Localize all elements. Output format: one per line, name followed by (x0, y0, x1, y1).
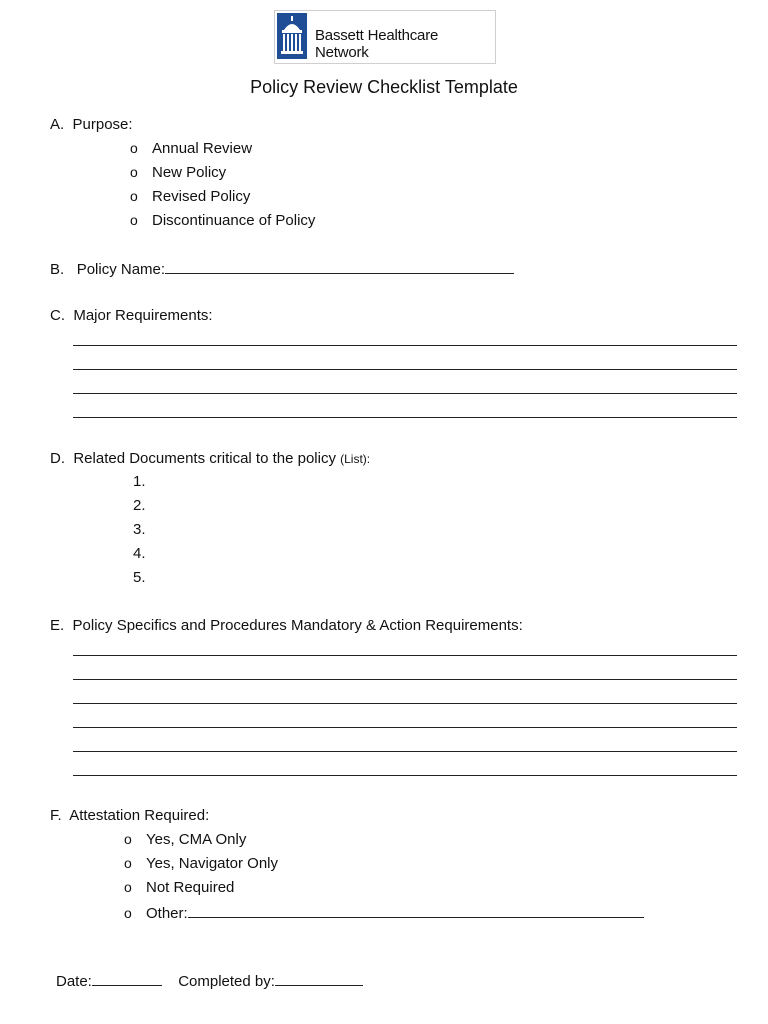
completed-by-label: Completed by: (178, 973, 275, 990)
related-document-item[interactable] (133, 497, 146, 514)
section-c-label: Major Requirements: (73, 307, 213, 324)
section-d-note: (List): (340, 452, 371, 466)
circle-bullet-icon: o (130, 140, 138, 156)
purpose-option-label: New Policy (152, 164, 227, 181)
major-requirements-line[interactable] (73, 345, 737, 346)
other-attestation-field[interactable] (188, 903, 644, 918)
section-e-label: Policy Specifics and Procedures Mandatory & Action Requirements: (72, 617, 523, 634)
attestation-option-label: Yes, CMA Only (146, 831, 247, 848)
circle-bullet-icon: o (130, 212, 138, 228)
logo-text: Bassett Healthcare Network (315, 27, 439, 61)
section-d-letter: D. (50, 450, 65, 467)
section-e-letter: E. (50, 617, 65, 634)
section-a-letter: A. (50, 116, 65, 133)
list-number: 2. (133, 497, 146, 514)
section-a-heading (50, 116, 133, 133)
date-field[interactable] (92, 971, 162, 986)
purpose-option[interactable] (130, 188, 250, 205)
attestation-option-label: Other: (146, 905, 188, 922)
purpose-option-label: Annual Review (152, 140, 253, 157)
list-number: 4. (133, 545, 146, 562)
section-b-letter: B. (50, 261, 65, 278)
list-number: 3. (133, 521, 146, 538)
purpose-option[interactable] (130, 164, 226, 181)
section-b-label: Policy Name: (76, 261, 166, 278)
section-c-heading (50, 307, 213, 324)
purpose-option[interactable] (130, 212, 315, 229)
circle-bullet-icon: o (130, 164, 138, 180)
logo (274, 10, 496, 64)
footer (56, 971, 363, 990)
purpose-option-label: Discontinuance of Policy (152, 212, 316, 229)
attestation-option[interactable] (124, 831, 246, 848)
related-document-item[interactable] (133, 521, 146, 538)
major-requirements-line[interactable] (73, 369, 737, 370)
circle-bullet-icon: o (124, 855, 132, 871)
policy-name-field[interactable] (165, 259, 514, 274)
bassett-dome-logo-icon (277, 13, 307, 59)
list-number: 5. (133, 569, 146, 586)
date-label: Date: (56, 973, 92, 990)
major-requirements-line[interactable] (73, 393, 737, 394)
policy-specifics-line[interactable] (73, 703, 737, 704)
attestation-option[interactable] (124, 903, 644, 922)
section-f-label: Attestation Required: (69, 807, 210, 824)
section-a-label: Purpose: (72, 116, 133, 133)
circle-bullet-icon: o (124, 831, 132, 847)
policy-specifics-line[interactable] (73, 727, 737, 728)
completed-by-field[interactable] (275, 971, 363, 986)
section-d-label: Related Documents critical to the policy (73, 450, 336, 467)
section-f-letter: F. (50, 807, 62, 824)
section-f-heading (50, 807, 209, 824)
major-requirements-line[interactable] (73, 417, 737, 418)
section-d-heading (50, 450, 370, 467)
related-document-item[interactable] (133, 545, 146, 562)
page-title: Policy Review Checklist Template (250, 77, 518, 97)
purpose-option-label: Revised Policy (152, 188, 251, 205)
attestation-option[interactable] (124, 879, 234, 896)
policy-specifics-line[interactable] (73, 655, 737, 656)
related-document-item[interactable] (133, 473, 146, 490)
section-e-heading (50, 617, 523, 634)
attestation-option-label: Yes, Navigator Only (146, 855, 279, 872)
attestation-option-label: Not Required (146, 879, 235, 896)
policy-specifics-line[interactable] (73, 775, 737, 776)
attestation-option[interactable] (124, 855, 278, 872)
section-b-heading (50, 259, 514, 278)
policy-specifics-line[interactable] (73, 679, 737, 680)
circle-bullet-icon: o (124, 905, 132, 921)
purpose-option[interactable] (130, 140, 252, 157)
related-document-item[interactable] (133, 569, 146, 586)
policy-specifics-line[interactable] (73, 751, 737, 752)
circle-bullet-icon: o (130, 188, 138, 204)
circle-bullet-icon: o (124, 879, 132, 895)
list-number: 1. (133, 473, 146, 490)
section-c-letter: C. (50, 307, 65, 324)
